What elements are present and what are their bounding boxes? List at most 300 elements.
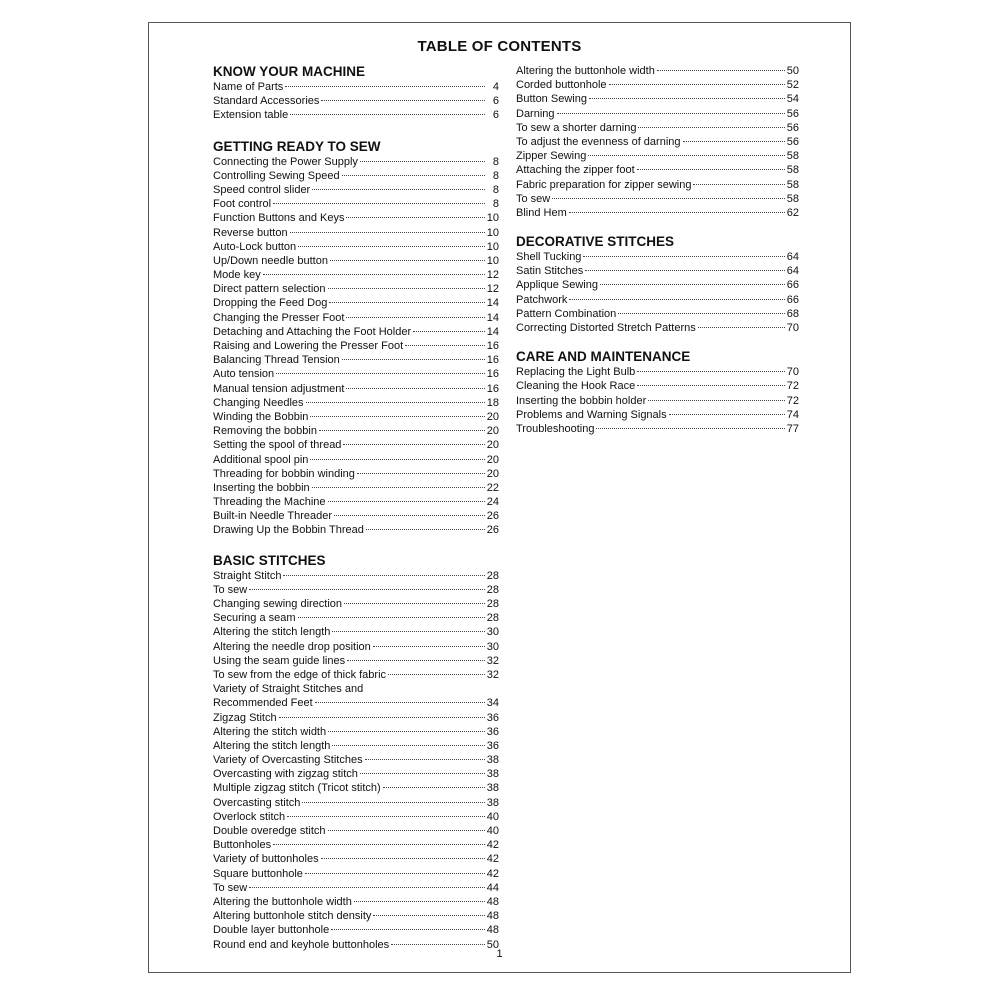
dot-leader [344, 603, 485, 604]
toc-entry-title: Replacing the Light Bulb [516, 366, 636, 379]
toc-entry [213, 611, 499, 625]
dot-leader [306, 402, 485, 403]
toc-entry-title: Multiple zigzag stitch (Tricot stitch) [213, 782, 381, 795]
dot-leader [298, 617, 485, 618]
toc-entry-page: 20 [486, 467, 499, 480]
toc-entry-page: 24 [486, 496, 499, 509]
toc-entry-title: Problems and Warning Signals [516, 408, 667, 421]
toc-entry-title: Zigzag Stitch [213, 711, 277, 724]
toc-entry [516, 149, 799, 163]
toc-entry [213, 183, 499, 197]
dot-leader [287, 816, 485, 817]
section-heading: KNOW YOUR MACHINE [213, 64, 366, 79]
toc-entry [213, 583, 499, 597]
toc-entry-page: 38 [486, 754, 499, 767]
toc-column-left [213, 63, 499, 952]
dot-leader [609, 84, 785, 85]
toc-entry-title: Changing Needles [213, 396, 304, 409]
toc-entry-page: 10 [486, 212, 499, 225]
toc-entry-title: Buttonholes [213, 839, 272, 852]
toc-entry-title: Darning [516, 107, 555, 120]
toc-entry-title: Inserting the bobbin [213, 481, 310, 494]
toc-entry [213, 625, 499, 639]
toc-entry-title: Auto tension [213, 368, 275, 381]
dot-leader [310, 416, 484, 417]
toc-entry-title: Setting the spool of thread [213, 439, 342, 452]
section-heading: GETTING READY TO SEW [213, 138, 381, 154]
dot-leader [312, 189, 485, 190]
toc-entry [213, 895, 499, 909]
toc-entry-title: Detaching and Attaching the Foot Holder [213, 325, 412, 338]
toc-entry [213, 396, 499, 410]
toc-entry-page: 20 [486, 439, 499, 452]
dot-leader [589, 98, 785, 99]
toc-entry [213, 481, 499, 495]
toc-entry-page: 16 [486, 340, 499, 352]
toc-entry [516, 163, 799, 177]
toc-entry [213, 453, 499, 467]
toc-entry-page: 70 [786, 322, 799, 334]
toc-entry-list [516, 250, 799, 335]
toc-entry-title: Correcting Distorted Stretch Patterns [516, 322, 696, 334]
dot-leader [373, 646, 485, 647]
toc-entry-page: 40 [486, 825, 499, 837]
toc-entry-title: Blind Hem [516, 206, 567, 219]
toc-entry-page: 16 [486, 354, 499, 367]
dot-leader [310, 459, 484, 460]
toc-entry [213, 155, 499, 169]
toc-entry-page: 36 [486, 739, 499, 752]
toc-entry-title: Balancing Thread Tension [213, 354, 340, 367]
toc-entry [516, 293, 799, 307]
toc-entry-title: Altering the stitch width [213, 725, 327, 738]
toc-entry-title: Name of Parts [213, 81, 284, 93]
toc-entry [213, 495, 499, 509]
toc-entry-page: 58 [786, 164, 799, 177]
toc-entry-page: 16 [486, 382, 499, 395]
toc-entry [213, 211, 499, 225]
dot-leader [346, 317, 484, 318]
dot-leader [357, 473, 485, 474]
dot-leader [569, 212, 785, 213]
toc-entry-page: 72 [786, 394, 799, 407]
dot-leader [669, 414, 785, 415]
toc-entry-title: Zipper Sewing [516, 150, 587, 163]
toc-entry-page: 54 [786, 93, 799, 106]
toc-entry [516, 394, 799, 408]
toc-entry [213, 753, 499, 767]
toc-entry-title: Altering the buttonhole width [213, 895, 352, 908]
toc-entry [213, 640, 499, 654]
dot-leader [329, 302, 484, 303]
dot-leader [637, 371, 785, 372]
toc-entry-page: 10 [486, 254, 499, 267]
toc-entry-page: 30 [486, 626, 499, 639]
dot-leader [290, 232, 485, 233]
toc-entry-page: 28 [486, 569, 499, 582]
toc-entry [213, 838, 499, 852]
toc-entry-page: 40 [486, 810, 499, 823]
toc-entry [516, 64, 799, 78]
toc-entry-title: Fabric preparation for zipper sewing [516, 178, 692, 191]
toc-entry-page: 12 [486, 283, 499, 296]
toc-entry-page: 58 [786, 150, 799, 163]
toc-section-getting-ready-to-sew [213, 138, 499, 538]
toc-entry-title: Pattern Combination [516, 307, 617, 320]
toc-entry [213, 696, 499, 710]
toc-entry [213, 711, 499, 725]
dot-leader [315, 702, 485, 703]
toc-entry [213, 824, 499, 838]
toc-entry-title: Changing sewing direction [213, 598, 343, 610]
dot-leader [290, 114, 485, 115]
toc-entry-page: 64 [786, 265, 799, 278]
toc-entry-title: Cleaning the Hook Race [516, 380, 636, 393]
toc-entry-page: 72 [786, 380, 799, 393]
toc-entry-page: 10 [486, 240, 499, 253]
toc-entry-title: To sew from the edge of thick fabric [213, 668, 387, 681]
toc-entry-title: Direct pattern selection [213, 283, 326, 296]
dot-leader [373, 915, 484, 916]
toc-entry-page: 58 [786, 192, 799, 205]
toc-entry [516, 178, 799, 192]
toc-entry-page: 42 [486, 867, 499, 880]
toc-entry-title: Altering the stitch length [213, 739, 331, 752]
dot-leader [342, 359, 485, 360]
toc-entry-page: 56 [786, 107, 799, 120]
toc-entry [516, 92, 799, 106]
dot-leader [249, 887, 485, 888]
section-heading: CARE AND MAINTENANCE [516, 349, 691, 365]
dot-leader [585, 270, 784, 271]
toc-entry [213, 781, 499, 795]
toc-entry-page: 38 [486, 768, 499, 781]
toc-entry-title: Dropping the Feed Dog [213, 297, 328, 310]
document-page [148, 22, 851, 973]
toc-entry-page: 74 [786, 408, 799, 421]
dot-leader [321, 100, 485, 101]
toc-entry-title: Variety of Straight Stitches and [213, 683, 364, 696]
dot-leader [328, 501, 485, 502]
toc-entry [213, 325, 499, 339]
toc-entry [516, 379, 799, 393]
toc-entry-title: Auto-Lock button [213, 240, 297, 253]
dot-leader [638, 127, 784, 128]
toc-column-right [516, 64, 799, 436]
toc-entry-page: 8 [492, 183, 499, 196]
dot-leader [366, 529, 485, 530]
toc-entry-title: Overlock stitch [213, 810, 286, 823]
dot-leader [328, 830, 485, 831]
toc-entry-list [213, 80, 499, 123]
toc-entry [516, 321, 799, 335]
toc-entry-page: 4 [492, 81, 499, 93]
toc-entry-title: Securing a seam [213, 612, 296, 625]
toc-entry-title: Up/Down needle button [213, 254, 328, 267]
dot-leader [405, 345, 485, 346]
toc-entry-list [213, 569, 499, 952]
toc-entry-title: Inserting the bobbin holder [516, 394, 647, 407]
toc-entry [213, 923, 499, 937]
dot-leader [552, 198, 785, 199]
toc-entry-page: 22 [486, 481, 499, 494]
dot-leader [298, 246, 485, 247]
toc-entry-title: Overcasting with zigzag stitch [213, 768, 358, 781]
toc-entry-title: Shell Tucking [516, 251, 582, 264]
toc-entry [516, 408, 799, 422]
toc-entry-page: 50 [486, 938, 499, 951]
toc-entry-title: Manual tension adjustment [213, 382, 345, 395]
toc-entry-page: 42 [486, 839, 499, 852]
toc-entry-page: 8 [492, 198, 499, 211]
toc-entry [213, 339, 499, 353]
toc-entry-title: Connecting the Power Supply [213, 155, 358, 168]
toc-entry-list [516, 64, 799, 220]
toc-section-care-and-maintenance [516, 348, 799, 436]
toc-entry [516, 121, 799, 135]
toc-entry [516, 206, 799, 220]
dot-leader [391, 944, 485, 945]
toc-entry [213, 424, 499, 438]
toc-entry-page: 42 [486, 853, 499, 866]
dot-leader [388, 674, 485, 675]
toc-entry-title: Winding the Bobbin [213, 410, 309, 423]
toc-entry-title: Corded buttonhole [516, 79, 607, 92]
dot-leader [347, 660, 485, 661]
toc-entry-title: Patchwork [516, 293, 568, 306]
toc-entry-page: 10 [486, 226, 499, 239]
toc-entry-title: Straight Stitch [213, 569, 282, 582]
toc-entry-page: 48 [486, 924, 499, 937]
toc-entry-page: 28 [486, 583, 499, 596]
dot-leader [334, 515, 485, 516]
dot-leader [332, 745, 484, 746]
toc-entry-title: Attaching the zipper foot [516, 164, 635, 177]
dot-leader [328, 288, 485, 289]
dot-leader [342, 175, 485, 176]
toc-entry-title: Raising and Lowering the Presser Foot [213, 340, 404, 352]
toc-entry-title: To adjust the evenness of darning [516, 135, 681, 148]
toc-entry [213, 197, 499, 211]
toc-entry [516, 307, 799, 321]
dot-leader [312, 487, 485, 488]
toc-section-continued [516, 64, 799, 220]
toc-entry-page: 14 [486, 311, 499, 324]
dot-leader [698, 327, 785, 328]
toc-entry-page: 38 [486, 796, 499, 809]
toc-entry [213, 467, 499, 481]
toc-entry [516, 135, 799, 149]
toc-entry [213, 296, 499, 310]
toc-entry-page: 16 [486, 368, 499, 381]
toc-entry [213, 810, 499, 824]
dot-leader [273, 844, 485, 845]
toc-entry-page: 14 [486, 297, 499, 310]
toc-entry [213, 282, 499, 296]
dot-leader [618, 313, 784, 314]
toc-entry-title: Button Sewing [516, 93, 587, 106]
toc-entry-page: 58 [786, 178, 799, 191]
toc-entry [213, 767, 499, 781]
dot-leader [276, 373, 485, 374]
toc-entry [213, 311, 499, 325]
toc-entry-list [516, 365, 799, 436]
page-number: 1 [496, 948, 503, 960]
toc-entry [213, 80, 499, 94]
toc-entry-page: 38 [486, 782, 499, 795]
toc-entry [516, 264, 799, 278]
dot-leader [383, 787, 485, 788]
toc-entry-page: 8 [492, 169, 499, 182]
toc-entry [213, 438, 499, 452]
dot-leader [273, 203, 485, 204]
page-title: TABLE OF CONTENTS [417, 38, 582, 55]
toc-entry-page: 8 [492, 155, 499, 168]
toc-entry-page: 30 [486, 640, 499, 653]
toc-entry [516, 250, 799, 264]
dot-leader [596, 428, 784, 429]
dot-leader [637, 169, 785, 170]
toc-entry [213, 108, 499, 122]
toc-entry [213, 725, 499, 739]
toc-entry-title: Troubleshooting [516, 422, 595, 435]
dot-leader [693, 184, 784, 185]
toc-entry [213, 254, 499, 268]
dot-leader [330, 260, 485, 261]
toc-entry-page: 26 [486, 524, 499, 537]
toc-entry [213, 240, 499, 254]
toc-entry-title: Altering the buttonhole width [516, 65, 655, 77]
dot-leader [343, 444, 484, 445]
toc-entry-title: To sew a shorter darning [516, 121, 637, 134]
toc-entry-title: To sew [213, 881, 248, 894]
dot-leader [637, 385, 785, 386]
toc-entry-title: Double overedge stitch [213, 825, 326, 837]
dot-leader [557, 113, 785, 114]
toc-entry-title: Built-in Needle Threader [213, 510, 333, 523]
toc-entry-page: 56 [786, 121, 799, 134]
toc-entry-title: Variety of Overcasting Stitches [213, 754, 363, 767]
toc-entry-page: 20 [486, 453, 499, 466]
toc-entry [213, 523, 499, 537]
toc-entry-page: 6 [492, 95, 499, 108]
dot-leader [321, 858, 485, 859]
toc-entry [213, 881, 499, 895]
toc-entry-title: Altering buttonhole stitch density [213, 910, 372, 923]
toc-entry-title: Mode key [213, 269, 261, 282]
toc-entry-title: Foot control [213, 198, 272, 211]
toc-entry-page: 70 [786, 366, 799, 379]
toc-entry-title: Double layer buttonhole [213, 924, 330, 937]
toc-entry-page: 44 [486, 881, 499, 894]
dot-leader [600, 284, 785, 285]
toc-entry-page: 62 [786, 206, 799, 219]
toc-entry-title: Variety of buttonholes [213, 853, 319, 866]
toc-entry [213, 353, 499, 367]
toc-entry-page: 56 [786, 135, 799, 148]
toc-entry-page: 68 [786, 307, 799, 320]
dot-leader [285, 86, 485, 87]
toc-entry-page: 66 [786, 293, 799, 306]
toc-entry-page: 52 [786, 79, 799, 92]
section-heading: BASIC STITCHES [213, 552, 326, 568]
toc-entry-page: 36 [486, 725, 499, 738]
toc-entry-title: Square buttonhole [213, 867, 303, 880]
toc-entry-title: Speed control slider [213, 183, 311, 196]
toc-entry-title: Additional spool pin [213, 453, 309, 466]
toc-entry-title: Overcasting stitch [213, 796, 301, 809]
toc-entry-title: To sew [213, 583, 248, 596]
toc-entry-title: Altering the needle drop position [213, 640, 371, 653]
dot-leader [683, 141, 785, 142]
dot-leader [365, 759, 485, 760]
dot-leader [360, 773, 485, 774]
dot-leader [249, 589, 485, 590]
dot-leader [305, 873, 485, 874]
toc-entry [213, 509, 499, 523]
toc-entry [516, 192, 799, 206]
toc-entry [516, 365, 799, 379]
toc-entry-page: 64 [786, 251, 799, 264]
toc-entry-title: Recommended Feet [213, 697, 313, 710]
dot-leader [569, 299, 784, 300]
dot-leader [302, 802, 484, 803]
dot-leader [588, 155, 784, 156]
toc-entry-title: Using the seam guide lines [213, 654, 346, 667]
dot-leader [346, 217, 484, 218]
toc-section-know-your-machine [213, 63, 499, 123]
toc-entry-title: Satin Stitches [516, 265, 584, 278]
toc-entry-title: Removing the bobbin [213, 425, 317, 438]
toc-entry-page: 36 [486, 711, 499, 724]
dot-leader [583, 256, 784, 257]
toc-entry-title: Drawing Up the Bobbin Thread [213, 524, 364, 537]
dot-leader [279, 717, 485, 718]
toc-entry [213, 226, 499, 240]
toc-entry [213, 597, 499, 611]
toc-entry [213, 682, 499, 696]
toc-entry-page: 18 [486, 396, 499, 409]
toc-entry [213, 668, 499, 682]
toc-entry-page: 12 [486, 269, 499, 282]
dot-leader [354, 901, 485, 902]
toc-entry [213, 382, 499, 396]
dot-leader [346, 388, 484, 389]
toc-entry-title: To sew [516, 192, 551, 205]
toc-section-basic-stitches [213, 552, 499, 952]
toc-entry [213, 367, 499, 381]
toc-entry [213, 852, 499, 866]
section-heading: DECORATIVE STITCHES [516, 234, 675, 250]
toc-entry [213, 268, 499, 282]
toc-entry-title: Round end and keyhole buttonholes [213, 938, 390, 951]
toc-entry [213, 569, 499, 583]
toc-entry-page: 66 [786, 279, 799, 292]
toc-entry-page: 34 [486, 697, 499, 710]
dot-leader [283, 575, 484, 576]
toc-entry [516, 78, 799, 92]
toc-entry-page: 6 [492, 109, 499, 122]
dot-leader [413, 331, 485, 332]
toc-entry [213, 739, 499, 753]
toc-entry-title: Controlling Sewing Speed [213, 169, 340, 182]
toc-entry-page: 32 [486, 668, 499, 681]
dot-leader [360, 161, 485, 162]
toc-entry-page: 77 [786, 422, 799, 435]
toc-entry-title: Altering the stitch length [213, 626, 331, 639]
toc-entry [213, 94, 499, 108]
dot-leader [319, 430, 485, 431]
